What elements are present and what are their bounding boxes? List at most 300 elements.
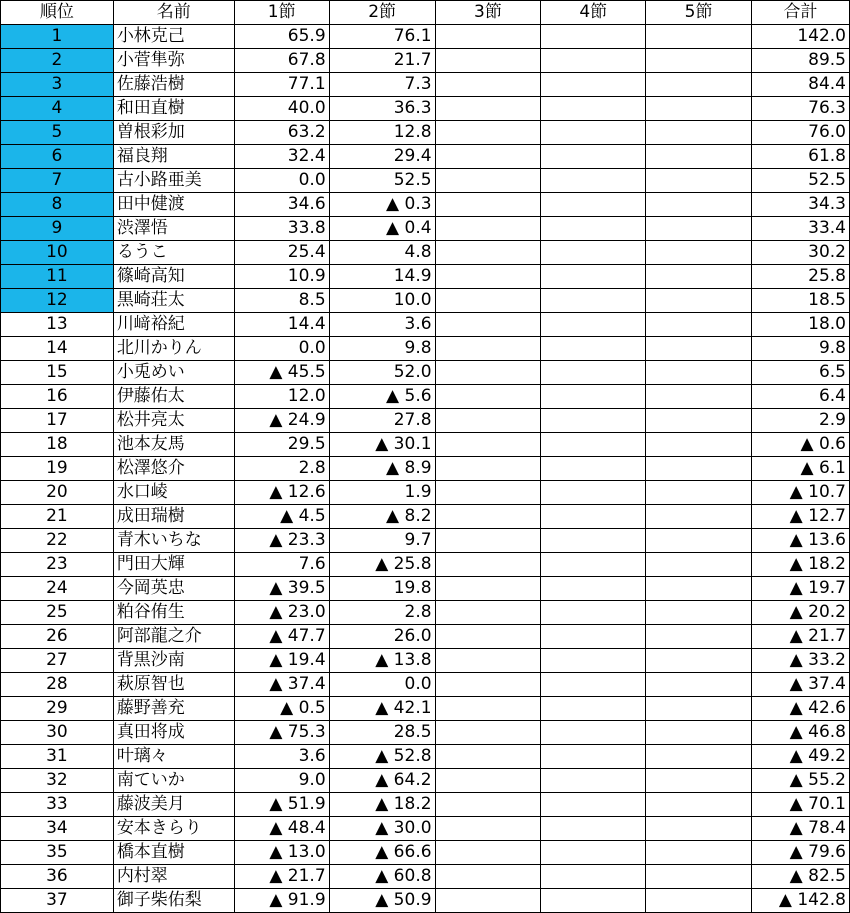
cell-round-5 [646,385,752,409]
cell-round-1: 0.0 [234,169,329,193]
cell-round-4 [541,889,646,913]
cell-round-5 [646,769,752,793]
cell-round-2: 7.3 [329,73,435,97]
cell-round-5 [646,193,752,217]
cell-rank: 3 [1,73,114,97]
cell-round-5 [646,865,752,889]
cell-round-2: ▲ 30.0 [329,817,435,841]
cell-round-1: ▲ 0.5 [234,697,329,721]
cell-round-2: 1.9 [329,481,435,505]
cell-name: るうこ [113,241,234,265]
cell-total: 18.0 [752,313,850,337]
cell-round-4 [541,649,646,673]
cell-rank: 11 [1,265,114,289]
cell-round-5 [646,625,752,649]
table-row [1,457,850,481]
cell-name: 叶璃々 [113,745,234,769]
cell-total: ▲ 20.2 [752,601,850,625]
cell-round-2: 52.5 [329,169,435,193]
cell-round-4 [541,217,646,241]
cell-round-1: ▲ 47.7 [234,625,329,649]
cell-round-3 [435,457,541,481]
cell-round-1: ▲ 45.5 [234,361,329,385]
cell-round-4 [541,385,646,409]
cell-total: ▲ 79.6 [752,841,850,865]
cell-total: ▲ 82.5 [752,865,850,889]
cell-round-1: ▲ 24.9 [234,409,329,433]
table-row [1,505,850,529]
cell-round-5 [646,673,752,697]
cell-round-4 [541,145,646,169]
cell-name: 藤野善充 [113,697,234,721]
cell-total: ▲ 55.2 [752,769,850,793]
cell-name: 松澤悠介 [113,457,234,481]
cell-total: 76.0 [752,121,850,145]
cell-round-5 [646,817,752,841]
cell-rank: 26 [1,625,114,649]
cell-name: 門田大輝 [113,553,234,577]
cell-total: 76.3 [752,97,850,121]
cell-rank: 7 [1,169,114,193]
cell-total: ▲ 12.7 [752,505,850,529]
cell-round-4 [541,121,646,145]
table-row [1,241,850,265]
cell-rank: 27 [1,649,114,673]
cell-total: 9.8 [752,337,850,361]
cell-round-4 [541,361,646,385]
table-row [1,25,850,49]
cell-round-2: ▲ 64.2 [329,769,435,793]
table-row [1,385,850,409]
cell-round-2: 9.7 [329,529,435,553]
cell-round-5 [646,577,752,601]
cell-round-3 [435,841,541,865]
header-round-4: 4節 [541,1,646,25]
cell-round-1: ▲ 48.4 [234,817,329,841]
cell-round-4 [541,337,646,361]
header-rank: 順位 [1,1,114,25]
cell-round-2: 3.6 [329,313,435,337]
cell-round-2: 52.0 [329,361,435,385]
cell-name: 曽根彩加 [113,121,234,145]
cell-round-2: 2.8 [329,601,435,625]
cell-round-1: 7.6 [234,553,329,577]
cell-round-2: ▲ 30.1 [329,433,435,457]
cell-total: 142.0 [752,25,850,49]
cell-round-4 [541,769,646,793]
cell-round-2: 12.8 [329,121,435,145]
cell-name: 松井亮太 [113,409,234,433]
cell-rank: 6 [1,145,114,169]
cell-round-3 [435,529,541,553]
cell-round-2: ▲ 66.6 [329,841,435,865]
cell-round-1: ▲ 75.3 [234,721,329,745]
cell-total: ▲ 13.6 [752,529,850,553]
cell-rank: 25 [1,601,114,625]
header-row [1,1,850,25]
cell-round-5 [646,601,752,625]
cell-total: ▲ 18.2 [752,553,850,577]
cell-name: 水口崚 [113,481,234,505]
cell-round-3 [435,433,541,457]
cell-total: ▲ 142.8 [752,889,850,913]
cell-round-5 [646,529,752,553]
cell-round-5 [646,841,752,865]
cell-total: 6.5 [752,361,850,385]
cell-name: 藤波美月 [113,793,234,817]
cell-round-5 [646,481,752,505]
cell-name: 御子柴佑梨 [113,889,234,913]
cell-rank: 12 [1,289,114,313]
cell-round-3 [435,409,541,433]
table-row [1,193,850,217]
cell-round-2: ▲ 0.4 [329,217,435,241]
cell-round-3 [435,313,541,337]
table-row [1,73,850,97]
cell-rank: 1 [1,25,114,49]
cell-round-1: 2.8 [234,457,329,481]
cell-round-1: 65.9 [234,25,329,49]
cell-total: ▲ 78.4 [752,817,850,841]
cell-round-1: 9.0 [234,769,329,793]
cell-round-4 [541,673,646,697]
cell-round-3 [435,889,541,913]
cell-round-1: 63.2 [234,121,329,145]
cell-name: 成田瑞樹 [113,505,234,529]
table-row [1,433,850,457]
cell-round-3 [435,265,541,289]
cell-total: ▲ 10.7 [752,481,850,505]
cell-total: 30.2 [752,241,850,265]
table-row [1,409,850,433]
cell-round-5 [646,289,752,313]
cell-rank: 20 [1,481,114,505]
cell-round-5 [646,49,752,73]
cell-round-1: 34.6 [234,193,329,217]
cell-round-4 [541,73,646,97]
cell-name: 古小路亜美 [113,169,234,193]
table-row [1,673,850,697]
cell-round-1: ▲ 51.9 [234,793,329,817]
cell-round-3 [435,97,541,121]
cell-round-2: 36.3 [329,97,435,121]
cell-rank: 32 [1,769,114,793]
cell-round-2: 76.1 [329,25,435,49]
cell-round-1: ▲ 37.4 [234,673,329,697]
cell-round-5 [646,121,752,145]
cell-round-2: ▲ 50.9 [329,889,435,913]
cell-round-4 [541,505,646,529]
table-row [1,97,850,121]
cell-rank: 33 [1,793,114,817]
cell-round-1: 67.8 [234,49,329,73]
cell-round-2: ▲ 52.8 [329,745,435,769]
cell-round-1: ▲ 12.6 [234,481,329,505]
cell-round-3 [435,865,541,889]
cell-name: 北川かりん [113,337,234,361]
cell-round-3 [435,25,541,49]
cell-rank: 8 [1,193,114,217]
table-row [1,817,850,841]
cell-round-5 [646,169,752,193]
cell-rank: 15 [1,361,114,385]
cell-round-4 [541,409,646,433]
cell-round-5 [646,889,752,913]
cell-total: ▲ 33.2 [752,649,850,673]
table-row [1,145,850,169]
cell-total: 2.9 [752,409,850,433]
cell-total: 18.5 [752,289,850,313]
table-row [1,601,850,625]
cell-round-4 [541,457,646,481]
cell-round-5 [646,241,752,265]
cell-name: 小兎めい [113,361,234,385]
cell-round-4 [541,97,646,121]
cell-round-5 [646,745,752,769]
cell-round-4 [541,841,646,865]
cell-name: 小林克己 [113,25,234,49]
table-row [1,841,850,865]
cell-total: 89.5 [752,49,850,73]
cell-round-4 [541,745,646,769]
cell-rank: 4 [1,97,114,121]
table-row [1,289,850,313]
cell-round-2: ▲ 8.9 [329,457,435,481]
cell-round-5 [646,697,752,721]
cell-round-4 [541,289,646,313]
cell-round-1: 32.4 [234,145,329,169]
cell-round-3 [435,697,541,721]
cell-name: 池本友馬 [113,433,234,457]
cell-rank: 28 [1,673,114,697]
table-row [1,553,850,577]
cell-round-3 [435,241,541,265]
cell-round-3 [435,145,541,169]
cell-rank: 34 [1,817,114,841]
cell-round-2: ▲ 60.8 [329,865,435,889]
cell-round-4 [541,721,646,745]
cell-round-4 [541,313,646,337]
table-row [1,217,850,241]
cell-round-3 [435,289,541,313]
cell-name: 今岡英忠 [113,577,234,601]
table-row [1,169,850,193]
header-round-1: 1節 [234,1,329,25]
cell-round-4 [541,169,646,193]
cell-round-3 [435,337,541,361]
cell-round-1: ▲ 21.7 [234,865,329,889]
cell-name: 篠崎高知 [113,265,234,289]
cell-round-5 [646,457,752,481]
cell-round-3 [435,121,541,145]
cell-round-5 [646,433,752,457]
cell-round-1: ▲ 13.0 [234,841,329,865]
cell-round-3 [435,385,541,409]
cell-rank: 31 [1,745,114,769]
cell-round-2: 0.0 [329,673,435,697]
cell-round-3 [435,793,541,817]
header-name: 名前 [113,1,234,25]
cell-name: 田中健渡 [113,193,234,217]
cell-name: 伊藤佑太 [113,385,234,409]
cell-round-4 [541,817,646,841]
cell-round-2: ▲ 42.1 [329,697,435,721]
cell-round-3 [435,577,541,601]
cell-round-5 [646,73,752,97]
cell-name: 橋本直樹 [113,841,234,865]
cell-total: 6.4 [752,385,850,409]
cell-round-2: 9.8 [329,337,435,361]
table-row [1,313,850,337]
cell-rank: 14 [1,337,114,361]
cell-round-2: ▲ 13.8 [329,649,435,673]
cell-round-4 [541,697,646,721]
cell-round-5 [646,145,752,169]
table-row [1,745,850,769]
cell-total: ▲ 70.1 [752,793,850,817]
cell-rank: 37 [1,889,114,913]
cell-name: 渋澤悟 [113,217,234,241]
cell-round-3 [435,625,541,649]
cell-round-4 [541,553,646,577]
cell-round-4 [541,433,646,457]
cell-name: 安本きらり [113,817,234,841]
cell-round-1: 25.4 [234,241,329,265]
cell-round-5 [646,25,752,49]
cell-round-2: 4.8 [329,241,435,265]
cell-rank: 19 [1,457,114,481]
cell-name: 萩原智也 [113,673,234,697]
cell-rank: 22 [1,529,114,553]
table-row [1,361,850,385]
cell-round-2: ▲ 5.6 [329,385,435,409]
cell-round-3 [435,193,541,217]
cell-round-1: 3.6 [234,745,329,769]
cell-round-3 [435,505,541,529]
cell-round-4 [541,49,646,73]
cell-name: 青木いちな [113,529,234,553]
table-row [1,337,850,361]
cell-name: 背黒沙南 [113,649,234,673]
cell-total: 61.8 [752,145,850,169]
cell-round-1: ▲ 4.5 [234,505,329,529]
cell-total: ▲ 49.2 [752,745,850,769]
cell-name: 佐藤浩樹 [113,73,234,97]
cell-round-5 [646,793,752,817]
cell-total: ▲ 19.7 [752,577,850,601]
cell-total: 52.5 [752,169,850,193]
table-row [1,889,850,913]
cell-rank: 2 [1,49,114,73]
table-row [1,697,850,721]
cell-round-2: 28.5 [329,721,435,745]
cell-round-2: 21.7 [329,49,435,73]
cell-round-1: ▲ 91.9 [234,889,329,913]
cell-total: 33.4 [752,217,850,241]
cell-name: 真田将成 [113,721,234,745]
cell-rank: 35 [1,841,114,865]
header-round-5: 5節 [646,1,752,25]
cell-round-1: 0.0 [234,337,329,361]
cell-round-2: 29.4 [329,145,435,169]
cell-round-3 [435,361,541,385]
cell-round-1: 12.0 [234,385,329,409]
cell-name: 黒崎荘太 [113,289,234,313]
cell-round-4 [541,577,646,601]
cell-round-4 [541,793,646,817]
cell-rank: 30 [1,721,114,745]
cell-round-4 [541,625,646,649]
cell-round-1: 14.4 [234,313,329,337]
cell-name: 小菅隼弥 [113,49,234,73]
cell-rank: 16 [1,385,114,409]
cell-round-3 [435,217,541,241]
cell-round-5 [646,721,752,745]
cell-total: 25.8 [752,265,850,289]
cell-round-5 [646,649,752,673]
cell-round-2: 10.0 [329,289,435,313]
cell-rank: 24 [1,577,114,601]
cell-round-3 [435,49,541,73]
cell-name: 粕谷侑生 [113,601,234,625]
cell-round-5 [646,313,752,337]
cell-total: 84.4 [752,73,850,97]
cell-round-4 [541,193,646,217]
cell-round-3 [435,745,541,769]
cell-round-3 [435,553,541,577]
cell-round-2: 19.8 [329,577,435,601]
cell-name: 南ていか [113,769,234,793]
cell-rank: 5 [1,121,114,145]
cell-round-1: ▲ 19.4 [234,649,329,673]
cell-round-2: ▲ 8.2 [329,505,435,529]
cell-total: ▲ 46.8 [752,721,850,745]
cell-round-1: 77.1 [234,73,329,97]
cell-round-1: ▲ 23.0 [234,601,329,625]
cell-round-4 [541,529,646,553]
cell-round-2: ▲ 25.8 [329,553,435,577]
cell-round-4 [541,865,646,889]
cell-rank: 9 [1,217,114,241]
cell-round-1: ▲ 39.5 [234,577,329,601]
cell-round-5 [646,361,752,385]
table-row [1,625,850,649]
cell-round-5 [646,265,752,289]
table-row [1,793,850,817]
cell-round-3 [435,769,541,793]
table-row [1,649,850,673]
cell-round-2: 14.9 [329,265,435,289]
table-row [1,721,850,745]
cell-round-3 [435,169,541,193]
table-row [1,265,850,289]
cell-round-2: ▲ 18.2 [329,793,435,817]
cell-round-3 [435,673,541,697]
cell-rank: 18 [1,433,114,457]
cell-round-1: 8.5 [234,289,329,313]
cell-round-5 [646,553,752,577]
cell-name: 福良翔 [113,145,234,169]
cell-round-2: 27.8 [329,409,435,433]
cell-rank: 13 [1,313,114,337]
cell-round-5 [646,217,752,241]
cell-total: ▲ 0.6 [752,433,850,457]
table-row [1,769,850,793]
cell-rank: 10 [1,241,114,265]
header-round-2: 2節 [329,1,435,25]
cell-total: ▲ 6.1 [752,457,850,481]
cell-rank: 36 [1,865,114,889]
